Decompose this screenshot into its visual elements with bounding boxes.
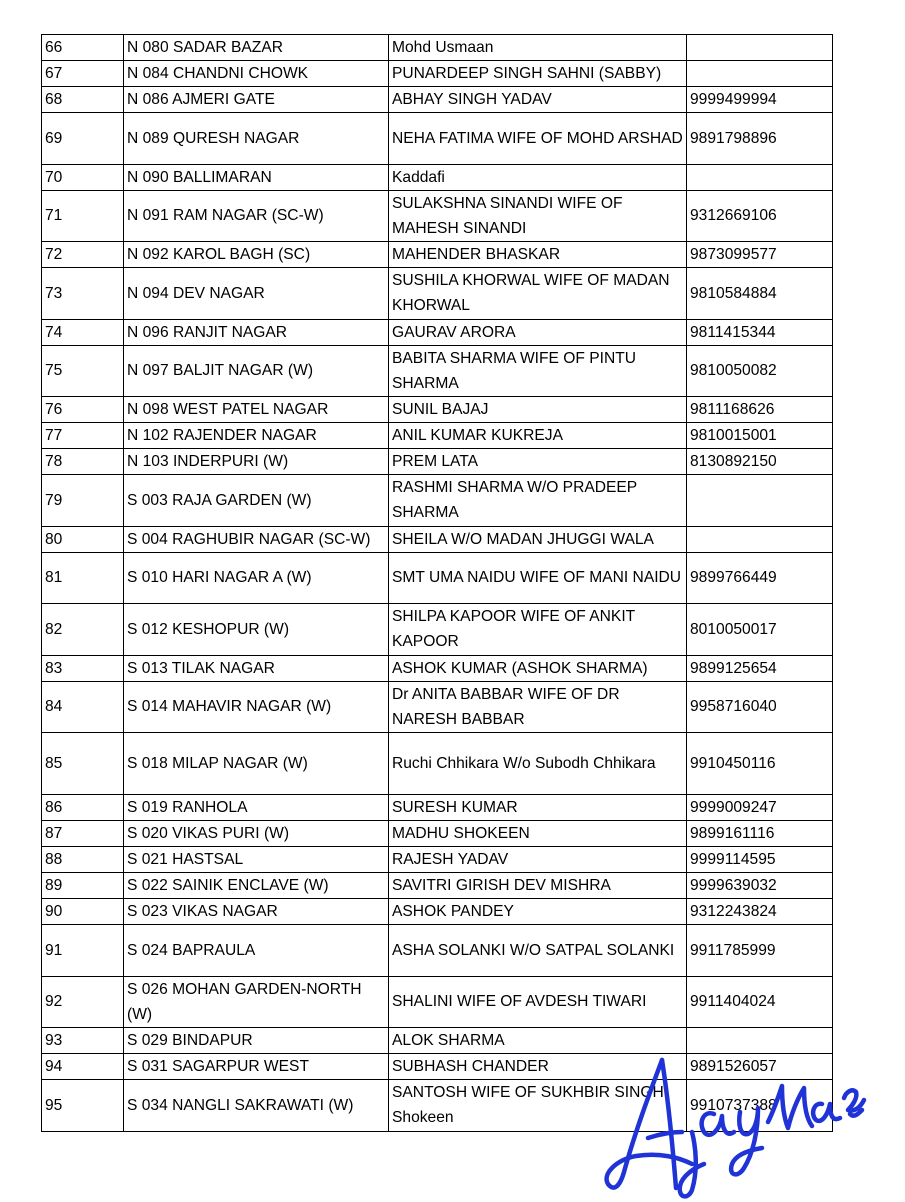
ward-cell: N 098 WEST PATEL NAGAR (124, 397, 389, 423)
table-row (42, 976, 833, 1028)
candidate-name-cell: SURESH KUMAR (389, 795, 687, 821)
ward-cell: S 022 SAINIK ENCLAVE (W) (124, 873, 389, 899)
candidate-name-cell: SUBHASH CHANDER (389, 1054, 687, 1080)
table-row (42, 397, 833, 423)
candidate-name-cell: SAVITRI GIRISH DEV MISHRA (389, 873, 687, 899)
table-row (42, 190, 833, 242)
serial-number-cell: 87 (42, 821, 124, 847)
ward-cell: N 097 BALJIT NAGAR (W) (124, 345, 389, 397)
candidate-name-cell: SANTOSH WIFE OF SUKHBIR SINGH Shokeen (389, 1080, 687, 1132)
ward-cell: S 019 RANHOLA (124, 795, 389, 821)
candidate-name-cell: SUNIL BAJAJ (389, 397, 687, 423)
phone-cell: 9999009247 (687, 795, 833, 821)
serial-number-cell: 75 (42, 345, 124, 397)
candidate-name-cell: SUSHILA KHORWAL WIFE OF MADAN KHORWAL (389, 268, 687, 320)
phone-cell: 9312243824 (687, 899, 833, 925)
serial-number-cell: 88 (42, 847, 124, 873)
candidate-name-cell: SHEILA W/O MADAN JHUGGI WALA (389, 526, 687, 552)
phone-cell: 9910450116 (687, 733, 833, 795)
phone-cell: 9911404024 (687, 976, 833, 1028)
phone-cell: 9899161116 (687, 821, 833, 847)
phone-cell: 9312669106 (687, 190, 833, 242)
serial-number-cell: 90 (42, 899, 124, 925)
ward-cell: N 096 RANJIT NAGAR (124, 319, 389, 345)
handwritten-signature (600, 1052, 870, 1202)
ward-cell: S 026 MOHAN GARDEN-NORTH (W) (124, 976, 389, 1028)
table-row (42, 795, 833, 821)
candidate-name-cell: RASHMI SHARMA W/O PRADEEP SHARMA (389, 475, 687, 527)
candidate-name-cell: Dr ANITA BABBAR WIFE OF DR NARESH BABBAR (389, 681, 687, 733)
table-row (42, 319, 833, 345)
serial-number-cell: 73 (42, 268, 124, 320)
serial-number-cell: 78 (42, 449, 124, 475)
ward-cell: S 034 NANGLI SAKRAWATI (W) (124, 1080, 389, 1132)
ward-cell: S 013 TILAK NAGAR (124, 655, 389, 681)
table-row (42, 87, 833, 113)
table-row (42, 345, 833, 397)
candidate-name-cell: ASHA SOLANKI W/O SATPAL SOLANKI (389, 925, 687, 977)
phone-cell (687, 164, 833, 190)
serial-number-cell: 89 (42, 873, 124, 899)
table-row (42, 733, 833, 795)
table-row (42, 821, 833, 847)
ward-cell: N 094 DEV NAGAR (124, 268, 389, 320)
candidate-name-cell: BABITA SHARMA WIFE OF PINTU SHARMA (389, 345, 687, 397)
ward-cell: S 003 RAJA GARDEN (W) (124, 475, 389, 527)
phone-cell (687, 1028, 833, 1054)
phone-cell: 9810584884 (687, 268, 833, 320)
ward-cell: S 014 MAHAVIR NAGAR (W) (124, 681, 389, 733)
candidate-name-cell: SMT UMA NAIDU WIFE OF MANI NAIDU (389, 552, 687, 604)
serial-number-cell: 77 (42, 423, 124, 449)
table-row (42, 1028, 833, 1054)
ward-cell: S 029 BINDAPUR (124, 1028, 389, 1054)
serial-number-cell: 95 (42, 1080, 124, 1132)
candidate-name-cell: SHALINI WIFE OF AVDESH TIWARI (389, 976, 687, 1028)
ward-cell: N 092 KAROL BAGH (SC) (124, 242, 389, 268)
table-row (42, 925, 833, 977)
serial-number-cell: 74 (42, 319, 124, 345)
ward-cell: N 090 BALLIMARAN (124, 164, 389, 190)
ward-cell: S 018 MILAP NAGAR (W) (124, 733, 389, 795)
phone-cell: 8010050017 (687, 604, 833, 656)
candidate-table (41, 34, 833, 1132)
candidate-name-cell: PUNARDEEP SINGH SAHNI (SABBY) (389, 61, 687, 87)
serial-number-cell: 92 (42, 976, 124, 1028)
serial-number-cell: 83 (42, 655, 124, 681)
serial-number-cell: 72 (42, 242, 124, 268)
phone-cell: 9999114595 (687, 847, 833, 873)
ward-cell: N 089 QURESH NAGAR (124, 113, 389, 165)
phone-cell: 9999499994 (687, 87, 833, 113)
candidate-name-cell: Kaddafi (389, 164, 687, 190)
phone-cell: 9811415344 (687, 319, 833, 345)
table-row (42, 681, 833, 733)
candidate-name-cell: MADHU SHOKEEN (389, 821, 687, 847)
table-row (42, 899, 833, 925)
table-row (42, 847, 833, 873)
ward-cell: N 084 CHANDNI CHOWK (124, 61, 389, 87)
serial-number-cell: 69 (42, 113, 124, 165)
serial-number-cell: 93 (42, 1028, 124, 1054)
candidate-name-cell: ASHOK KUMAR (ASHOK SHARMA) (389, 655, 687, 681)
serial-number-cell: 76 (42, 397, 124, 423)
serial-number-cell: 67 (42, 61, 124, 87)
serial-number-cell: 71 (42, 190, 124, 242)
serial-number-cell: 81 (42, 552, 124, 604)
table-row (42, 449, 833, 475)
phone-cell: 9891798896 (687, 113, 833, 165)
candidate-name-cell: Ruchi Chhikara W/o Subodh Chhikara (389, 733, 687, 795)
phone-cell: 9910737388 (687, 1080, 833, 1132)
table-row (42, 526, 833, 552)
serial-number-cell: 66 (42, 35, 124, 61)
ward-cell: N 103 INDERPURI (W) (124, 449, 389, 475)
table-row (42, 35, 833, 61)
table-row (42, 873, 833, 899)
serial-number-cell: 82 (42, 604, 124, 656)
candidate-name-cell: Mohd Usmaan (389, 35, 687, 61)
ward-cell: N 086 AJMERI GATE (124, 87, 389, 113)
candidate-name-cell: MAHENDER BHASKAR (389, 242, 687, 268)
ward-cell: S 020 VIKAS PURI (W) (124, 821, 389, 847)
table-row (42, 61, 833, 87)
serial-number-cell: 94 (42, 1054, 124, 1080)
phone-cell: 9811168626 (687, 397, 833, 423)
phone-cell: 9810015001 (687, 423, 833, 449)
phone-cell: 9958716040 (687, 681, 833, 733)
phone-cell: 8130892150 (687, 449, 833, 475)
table-row (42, 552, 833, 604)
ward-cell: S 031 SAGARPUR WEST (124, 1054, 389, 1080)
serial-number-cell: 68 (42, 87, 124, 113)
candidate-name-cell: GAURAV ARORA (389, 319, 687, 345)
table-row (42, 164, 833, 190)
table-row (42, 242, 833, 268)
table-row (42, 113, 833, 165)
candidate-name-cell: SULAKSHNA SINANDI WIFE OF MAHESH SINANDI (389, 190, 687, 242)
table-row (42, 268, 833, 320)
table-row (42, 604, 833, 656)
candidate-name-cell: NEHA FATIMA WIFE OF MOHD ARSHAD (389, 113, 687, 165)
candidate-name-cell: ANIL KUMAR KUKREJA (389, 423, 687, 449)
table-row (42, 423, 833, 449)
phone-cell: 9899125654 (687, 655, 833, 681)
ward-cell: N 102 RAJENDER NAGAR (124, 423, 389, 449)
serial-number-cell: 85 (42, 733, 124, 795)
serial-number-cell: 79 (42, 475, 124, 527)
table-row (42, 475, 833, 527)
serial-number-cell: 70 (42, 164, 124, 190)
phone-cell: 9810050082 (687, 345, 833, 397)
serial-number-cell: 84 (42, 681, 124, 733)
ward-cell: N 091 RAM NAGAR (SC-W) (124, 190, 389, 242)
ward-cell: S 023 VIKAS NAGAR (124, 899, 389, 925)
ward-cell: S 024 BAPRAULA (124, 925, 389, 977)
candidate-name-cell: ABHAY SINGH YADAV (389, 87, 687, 113)
candidate-name-cell: SHILPA KAPOOR WIFE OF ANKIT KAPOOR (389, 604, 687, 656)
phone-cell: 9999639032 (687, 873, 833, 899)
candidate-name-cell: ALOK SHARMA (389, 1028, 687, 1054)
ward-cell: S 004 RAGHUBIR NAGAR (SC-W) (124, 526, 389, 552)
candidate-name-cell: ASHOK PANDEY (389, 899, 687, 925)
ward-cell: S 021 HASTSAL (124, 847, 389, 873)
phone-cell: 9911785999 (687, 925, 833, 977)
phone-cell (687, 61, 833, 87)
phone-cell (687, 526, 833, 552)
phone-cell: 9899766449 (687, 552, 833, 604)
serial-number-cell: 86 (42, 795, 124, 821)
ward-cell: S 010 HARI NAGAR A (W) (124, 552, 389, 604)
serial-number-cell: 91 (42, 925, 124, 977)
ward-cell: N 080 SADAR BAZAR (124, 35, 389, 61)
phone-cell: 9873099577 (687, 242, 833, 268)
table-row (42, 655, 833, 681)
ward-cell: S 012 KESHOPUR (W) (124, 604, 389, 656)
candidate-name-cell: PREM LATA (389, 449, 687, 475)
phone-cell (687, 475, 833, 527)
candidate-name-cell: RAJESH YADAV (389, 847, 687, 873)
serial-number-cell: 80 (42, 526, 124, 552)
phone-cell (687, 35, 833, 61)
phone-cell: 9891526057 (687, 1054, 833, 1080)
